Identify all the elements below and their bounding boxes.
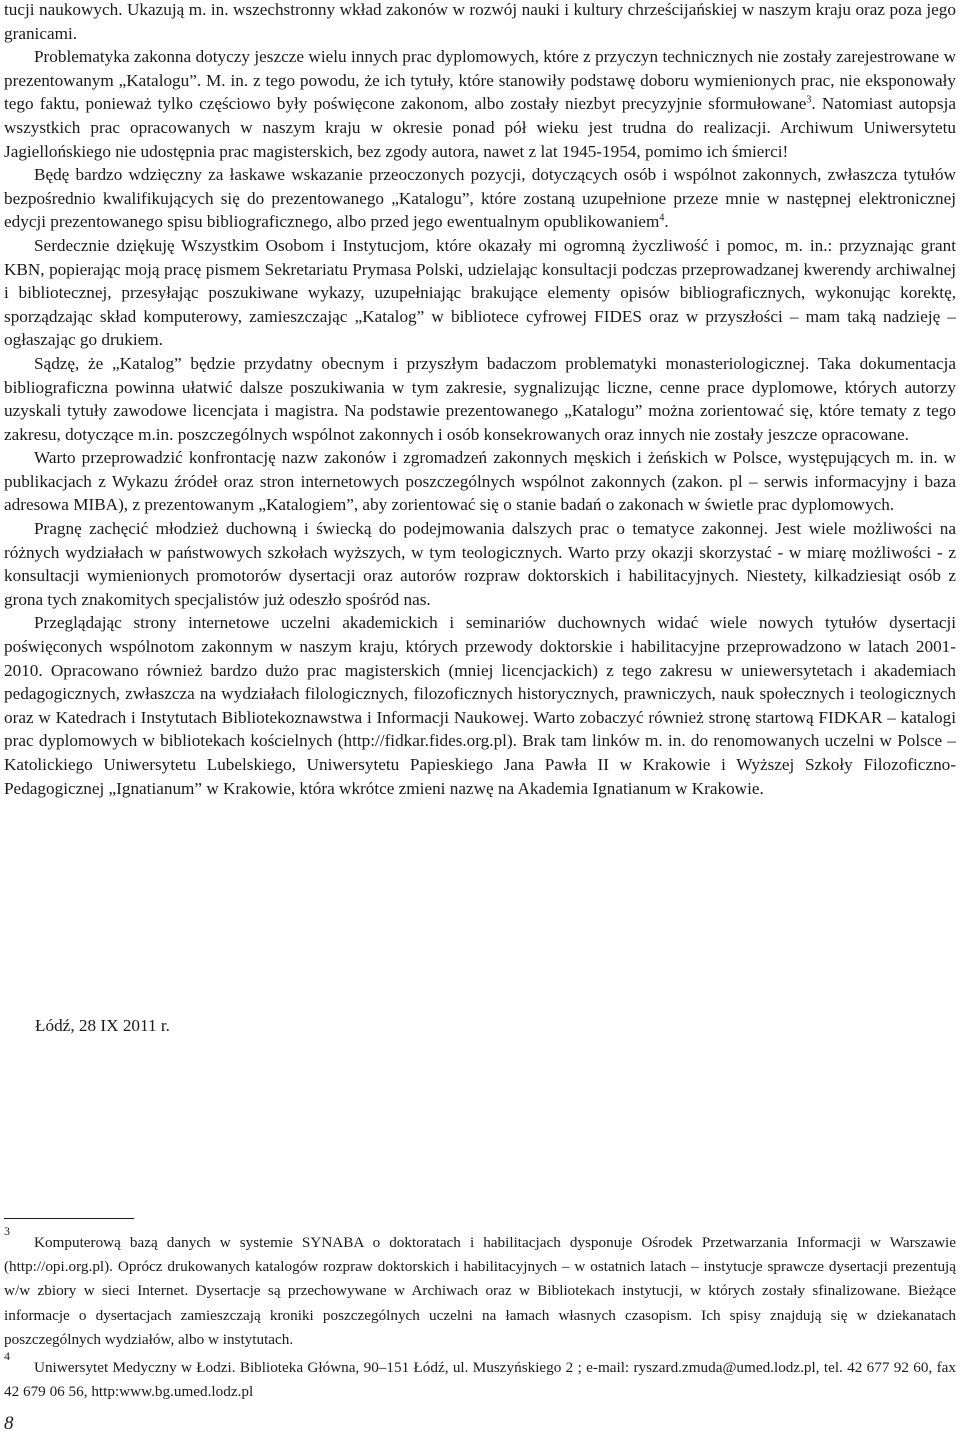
paragraph-2-text-continued: . Natomiast autopsja wszystkich prac opracowanych w naszym kraju w okresie ponad pół wieku jest trudna do realizacji. Archiwum Uniwersytetu Jagiellońskiego nie udostępnia prac magisterskich, bez zgody autora, nawet z lat 1945-1954, pomimo ich śmierci! — [4, 94, 956, 161]
paragraph-7 — [4, 517, 956, 611]
paragraph-6 — [4, 446, 956, 517]
footnote-text: Komputerową bazą danych w systemie SYNABA o doktoratach i habilitacjach dysponuje Ośrodek Przetwarzania Informacji w Warszawie (http://opi.org.pl). Oprócz drukowanych katalogów rozpraw doktorskich i habilitacyjnych – w ostatnich latach – instytucje sprawcze dysertacji prezentują w/w zbiory w sieci Internet. Dysertacje są przechowywane w Archiwach oraz w Bibliotekach instytucji, w których zostały sfinalizowane. Bieżące informacje o dysertacjach zamieszczają kroniki poszczególnych uczelni na łamach własnych czasopism. Ich spisy znajdują się w dziekanatach poszczególnych wydziałów, albo w instytutach. — [4, 1234, 956, 1348]
footnote-ref-4[interactable]: 4 — [659, 212, 665, 224]
footnote-number: 4 — [4, 1349, 10, 1364]
paragraph-3-text: Będę bardzo wdzięczny za łaskawe wskazanie przeoczonych pozycji, dotyczących osób i wspólnot zakonnych, zwłaszcza tytułów bezpośrednio kwalifikujących się do prezentowanego „Katalogu”, które zostaną uzupełnione przeze mnie w następnej elektronicznej edycji prezentowanego spisu bibliograficznego, albo przed jego ewentualnym opublikowaniem — [4, 165, 956, 232]
paragraph-1-text: tucji naukowych. Ukazują m. in. wszechstronny wkład zakonów w rozwój nauki i kultury chrześcijańskiej w naszym kraju oraz poza jego granicami. — [4, 0, 956, 43]
paragraph-7-text: Pragnę zachęcić młodzież duchowną i świecką do podejmowania dalszych prac o tematyce zakonnej. Jest wiele możliwości na różnych wydziałach w państwowych szkołach wyższych, w tym teologicznych. Warto przy okazji skorzystać - w miarę możliwości - z konsultacji wymienionych promotorów dysertacji oraz autorów rozpraw doktorskich i habilitacyjnych. Niestety, kilkadziesiąt osób z grona tych znakomitych specjalistów już odeszło spośród nas. — [4, 519, 956, 609]
page-number: 8 — [4, 1413, 14, 1434]
paragraph-5 — [4, 352, 956, 446]
paragraph-3-text-continued: . — [664, 212, 669, 232]
body-text — [4, 0, 956, 800]
footnotes — [4, 1224, 956, 1404]
paragraph-2 — [4, 45, 956, 163]
paragraph-6-text: Warto przeprowadzić konfrontację nazw zakonów i zgromadzeń zakonnych męskich i żeńskich w Polsce, występujących m. in. w publikacjach z Wykazu źródeł oraz stron internetowych poszczególnych wspólnot zakonnych (zakon. pl – serwis informacyjny i baza adresowa MIBA), z prezentowanym „Katalogiem”, aby zorientować się o stanie badań o zakonach w świetle prac dyplomowych. — [4, 448, 956, 515]
paragraph-2-text: Problematyka zakonna dotyczy jeszcze wielu innych prac dyplomowych, które z przyczyn technicznych nie zostały zarejestrowane w prezentowanym „Katalogu”. M. in. z tego powodu, że ich tytuły, które stanowiły podstawę doboru wymienionych prac, nie eksponowały tego faktu, ponieważ tylko częściowo były poświęcone zakonom, albo zostały niezbyt precyzyjnie sformułowane — [4, 47, 956, 114]
paragraph-4 — [4, 234, 956, 352]
footnote-ref-3[interactable]: 3 — [806, 94, 812, 106]
paragraph-8 — [4, 611, 956, 800]
paragraph-8-text: Przeglądając strony internetowe uczelni akademickich i seminariów duchownych widać wiele nowych tytułów dysertacji poświęconych wspólnotom zakonnym w naszym kraju, których przewody doktorskie i habilitacyjne przeprowadzono w latach 2001-2010. Opracowano również bardzo dużo prac magisterskich (mniej licencjackich) z tego zakresu w uniewersytetach i akademiach pedagogicznych, zwłaszcza na wydziałach filologicznych, filozoficznych historycznych, prawniczych, nauk społecznych i teologicznych oraz w Katedrach i Instytutach Bibliotekoznawstwa i Informacji Naukowej. Warto zobaczyć również stronę startową FIDKAR – katalogi prac dyplomowych w bibliotekach kościelnych (http://fidkar.fides.org.pl). Brak tam linków m. in. do renomowanych uczelni w Polsce – Katolickiego Uniwersytetu Lubelskiego, Uniwersytetu Papieskiego Jana Pawła II w Krakowie i Wyższej Szkoły Filozoficzno-Pedagogicznej „Ignatianum” w Krakowie, która wkrótce zmieni nazwę na Akademia Ignatianum w Krakowie. — [4, 613, 956, 798]
footnote-number: 3 — [4, 1224, 10, 1238]
place-date: Łódź, 28 IX 2011 r. — [35, 1016, 170, 1035]
paragraph-4-text: Serdecznie dziękuję Wszystkim Osobom i Instytucjom, które okazały mi ogromną życzliwość i pomoc, m. in.: przyznając grant KBN, popierając moją pracę pismem Sekretariatu Prymasa Polski, udzielając konsultacji podczas przeprowadzanej kwerendy archiwalnej i bibliotecznej, przesyłając poszukiwane wykazy, uzupełniając brakujące elementy opisów bibliograficznych, wykonując korektę, sporządzając skład komputerowy, zamieszczając „Katalog” w bibliotece cyfrowej FIDES oraz w przyszłości – mam taką nadzieję – ogłaszając go drukiem. — [4, 235, 956, 350]
paragraph-5-text: Sądzę, że „Katalog” będzie przydatny obecnym i przyszłym badaczom problematyki monasteriologicznej. Taka dokumentacja bibliograficzna powinna ułatwić dalsze poszukiwania w tym zakresie, sygnalizując liczne, cenne prace dyplomowe, których autorzy uzyskali tytuły zawodowe licencjata i magistra. Na podstawie prezentowanego „Katalogu” można zorientować się, które tematy z tego zakresu, dotyczące m.in. poszczególnych wspólnot zakonnych i osób konsekrowanych oraz innych nie zostały jeszcze opracowane. — [4, 353, 956, 444]
paragraph-3 — [4, 163, 956, 234]
footnote-text: Uniwersytet Medyczny w Łodzi. Biblioteka Główna, 90–151 Łódź, ul. Muszyńskiego 2 ; e-mail: ryszard.zmuda@umed.lodz.pl, tel. 42 677 92 60, fax 42 679 06 56, http:www.bg.umed.lodz.pl — [4, 1359, 956, 1401]
footnote-separator — [4, 1218, 134, 1219]
footnote-3 — [4, 1224, 956, 1352]
footnote-4 — [4, 1349, 956, 1404]
paragraph-1 — [4, 0, 956, 45]
